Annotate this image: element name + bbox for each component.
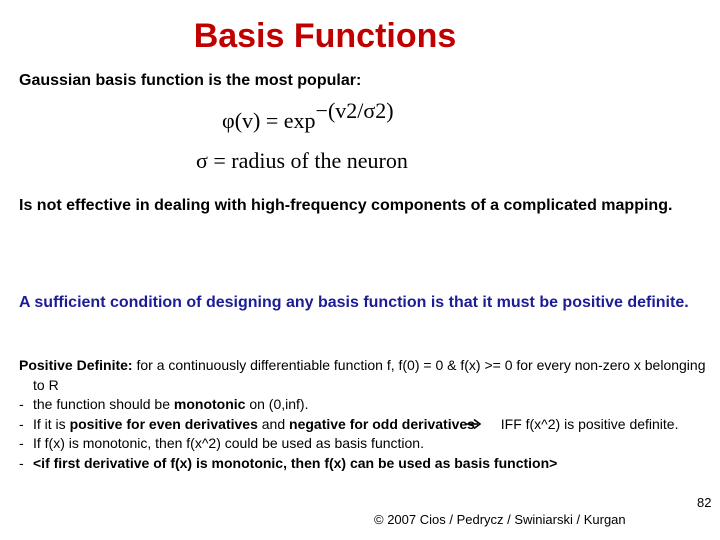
item-text: If f(x) is monotonic, then f(x^2) could be used as basis function. [33, 435, 424, 451]
item-text: on (0,inf). [245, 396, 309, 412]
positive-definite-section [19, 356, 709, 473]
item-text: the function should be [33, 396, 174, 412]
item-text: and [257, 415, 290, 432]
formula-lhs: φ(v) = exp [222, 108, 316, 133]
list-item [19, 454, 709, 474]
dash-bullet: - [19, 396, 24, 412]
definition-body: for a continuously differentiable function f, f(0) = 0 & f(x) >= 0 for every non-zero x belonging to R [33, 357, 706, 393]
dash-bullet: - [19, 454, 24, 471]
item-bold: <if first derivative of f(x) is monotonic, then f(x) can be used as basis function> [33, 454, 558, 471]
condition-list [19, 395, 709, 473]
item-bold: negative for odd derivatives [289, 415, 475, 432]
list-item [19, 434, 709, 454]
limitation-paragraph: Is not effective in dealing with high-frequency components of a complicated mapping. [19, 197, 673, 214]
item-bold: monotonic [173, 396, 246, 412]
definition-term: Positive Definite: [19, 357, 133, 373]
copyright-footer: © 2007 Cios / Pedrycz / Swiniarski / Kurgan [374, 512, 626, 527]
gaussian-formula [196, 98, 496, 176]
item-text: If it is [33, 415, 70, 432]
dash-bullet: - [19, 435, 24, 451]
dash-bullet: - [19, 415, 24, 432]
formula-line-1 [222, 98, 394, 134]
definition-text [19, 356, 709, 395]
formula-exponent: −(v2/σ2) [315, 98, 394, 123]
list-item [19, 395, 709, 415]
page-number: 82 [697, 495, 712, 510]
item-bold: positive for even derivatives [69, 415, 258, 432]
item-text: IFF f(x^2) is positive definite. [496, 415, 679, 432]
slide-title: Basis Functions [193, 17, 457, 55]
sufficient-condition-paragraph: A sufficient condition of designing any basis function is that it must be positive definite. [19, 294, 689, 311]
right-arrow-icon [479, 416, 497, 428]
intro-text: Gaussian basis function is the most popular: [19, 72, 362, 89]
formula-line-2: σ = radius of the neuron [196, 148, 408, 173]
list-item [19, 415, 709, 435]
